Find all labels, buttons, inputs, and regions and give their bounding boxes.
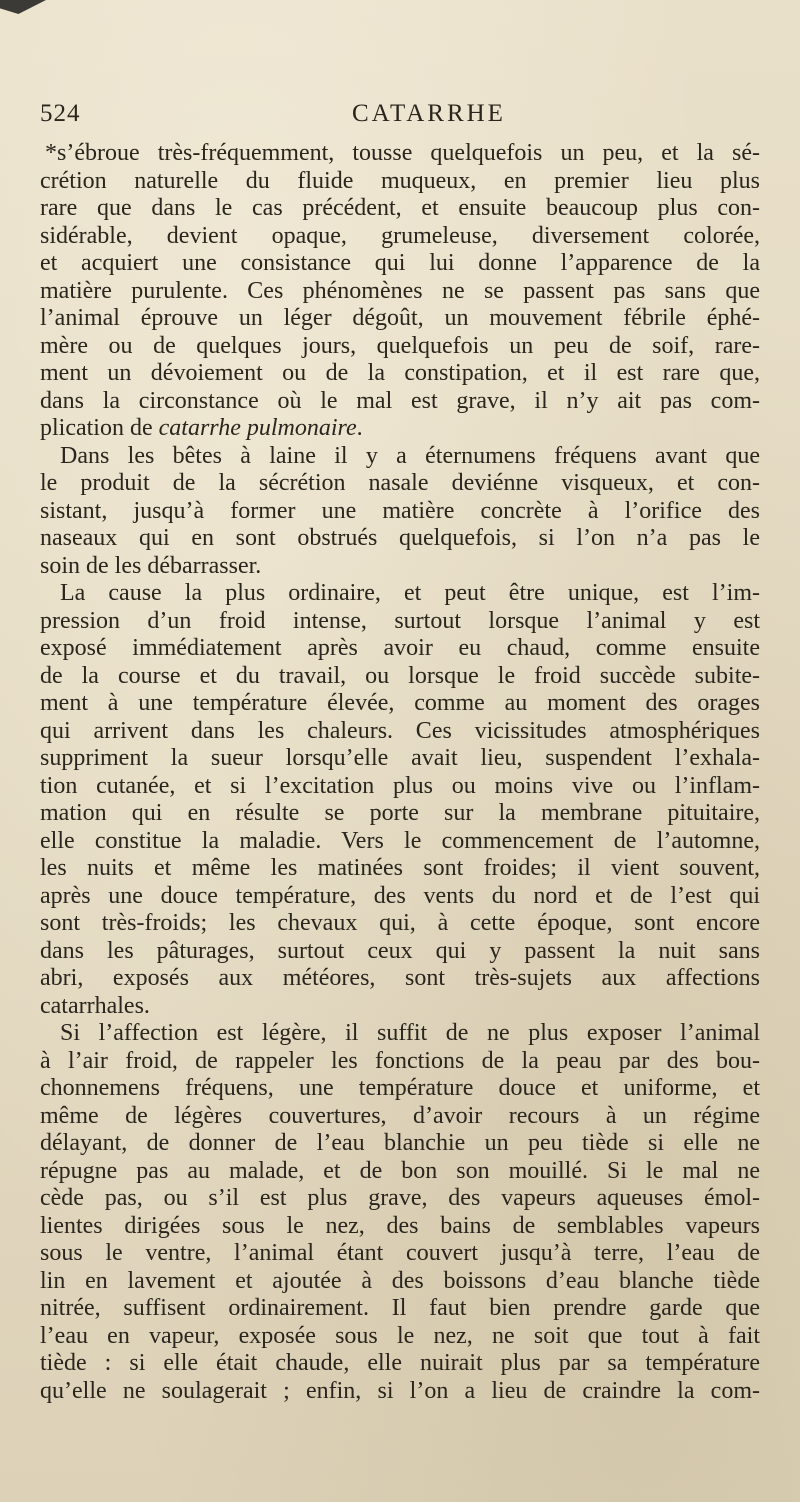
text-line: mère ou de quelques jours, quelquefois un peu de soif, rare- (40, 332, 760, 359)
text-line: soin de les débarrasser. (40, 552, 262, 579)
text-line: ment un dévoiement ou de la constipation, et il est rare que, (40, 360, 760, 386)
text-line: matière purulente. Ces phénomènes ne se passent pas sans que (40, 277, 760, 304)
text-line: délayant, de donner de l’eau blanchie un peu tiède si elle ne (40, 1130, 760, 1156)
text-line: rare que dans le cas précédent, et ensuite beaucoup plus con- (40, 195, 760, 221)
text-fragment: . (356, 415, 363, 441)
text-line: abri, exposés aux météores, sont très-sujets aux affections (40, 965, 760, 991)
text-line: sont très-froids; les chevaux qui, à cette époque, sont encore (40, 910, 760, 936)
text-line: tiède : si elle était chaude, elle nuirait plus par sa température (40, 1350, 760, 1376)
text-line: qui arrivent dans les chaleurs. Ces vicissitudes atmosphériques (40, 717, 760, 744)
text-line: catarrhales. (40, 992, 150, 1019)
text-line: elle constitue la maladie. Vers le commencement de l’automne, (40, 827, 760, 854)
text-line: le produit de la sécrétion nasale deviénne visqueux, et con- (40, 470, 760, 496)
page-header (40, 100, 740, 134)
text-line: lin en lavement et ajoutée à des boissons d’eau blanche tiède (40, 1267, 760, 1294)
text-line: dans les pâturages, surtout ceux qui y passent la nuit sans (40, 937, 760, 964)
text-line: et acquiert une consistance qui lui donne l’apparence de la (40, 250, 760, 276)
text-line: exposé immédiatement après avoir eu chaud, comme ensuite (40, 635, 760, 661)
text-line: tion cutanée, et si l’excitation plus ou moins vive ou l’inflam- (40, 772, 760, 799)
text-line: crétion naturelle du fluide muqueux, en premier lieu plus (40, 167, 760, 194)
text-line: sous le ventre, l’animal étant couvert jusqu’à terre, l’eau de (40, 1240, 760, 1266)
text-line: l’eau en vapeur, exposée sous le nez, ne soit que tout à fait (40, 1322, 760, 1349)
body-text (40, 140, 760, 1405)
text-fragment: plication de (40, 415, 159, 441)
paragraph-start-line: La cause la plus ordinaire, et peut être unique, est l’im- (60, 580, 760, 606)
text-line: l’animal éprouve un léger dégoût, un mouvement fébrile éphé- (40, 305, 760, 331)
text-line: qu’elle ne soulagerait ; enfin, si l’on a lieu de craindre la com- (40, 1377, 760, 1404)
text-line: *s’ébroue très-fréquemment, tousse quelquefois un peu, et la sé- (45, 140, 760, 166)
page-number: 524 (40, 100, 81, 127)
text-line: cède pas, ou s’il est plus grave, des vapeurs aqueuses émol- (40, 1185, 760, 1211)
text-line: suppriment la sueur lorsqu’elle avait lieu, suspendent l’exhala- (40, 745, 760, 771)
text-line: pression d’un froid intense, surtout lorsque l’animal y est (40, 607, 760, 634)
text-line: répugne pas au malade, et de bon son mouillé. Si le mal ne (40, 1157, 760, 1184)
text-line: même de légères couvertures, d’avoir recours à un régime (40, 1102, 760, 1129)
text-line: mation qui en résulte se porte sur la membrane pituitaire, (40, 800, 760, 826)
text-line: chonnemens fréquens, une température douce et uniforme, et (40, 1075, 760, 1101)
paragraph-start-line: Dans les bêtes à laine il y a éternumens fréquens avant que (60, 442, 760, 469)
text-line: dans la circonstance où le mal est grave, il n’y ait pas com- (40, 387, 760, 414)
paragraph-start-line: Si l’affection est légère, il suffit de ne plus exposer l’animal (60, 1020, 760, 1046)
italic-term: catarrhe pulmonaire (158, 415, 357, 441)
text-line: sistant, jusqu’à former une matière concrète à l’orifice des (40, 497, 760, 524)
text-line: après une douce température, des vents du nord et de l’est qui (40, 882, 760, 909)
text-line (40, 415, 760, 443)
text-line: les nuits et même les matinées sont froides; il vient souvent, (40, 855, 760, 881)
text-line: naseaux qui en sont obstrués quelquefois, si l’on n’a pas le (40, 525, 760, 551)
running-title: CATARRHE (352, 100, 506, 127)
text-line: nitrée, suffisent ordinairement. Il faut bien prendre garde que (40, 1295, 760, 1321)
text-line: à l’air froid, de rappeler les fonctions de la peau par des bou- (40, 1047, 760, 1074)
page-corner-stain (0, 0, 46, 14)
text-line: ment à une température élevée, comme au moment des orages (40, 690, 760, 716)
text-line: sidérable, devient opaque, grumeleuse, diversement colorée, (40, 222, 760, 249)
text-line: de la course et du travail, ou lorsque le froid succède subite- (40, 662, 760, 689)
text-line: lientes dirigées sous le nez, des bains de semblables vapeurs (40, 1212, 760, 1239)
